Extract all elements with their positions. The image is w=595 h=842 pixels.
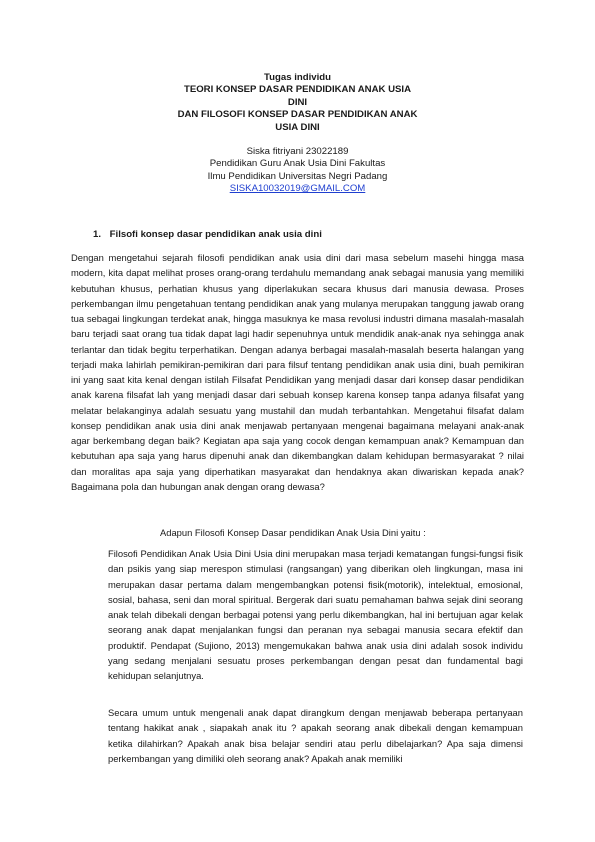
body-paragraph-3: Filosofi Pendidikan Anak Usia Dini Usia dini merupakan masa terjadi kematangan fungsi-fungsi fisik dan psikis yang siap merespon stimulasi (rangsangan) yang diberikan oleh lingkungan, masa ini merupakan dasar pertama dalam mengembangkan potensi fisik(motorik), intelektual, emosional, sosial, bahasa, seni dan moral spiritual. Bergerak dari suatu pemahaman bahwa sejak dini seorang anak telah dibekali dengan berbagai potensi yang perlu dikembangkan, hal ini bertujuan agar kelak seorang anak dapat menjalankan fungsi dan peranan nya sebagai manusia secara efektif dan produktif. Pendapat (Sujiono, 2013) mengemukakan bahwa anak usia dini adalah sosok individu yang sedang menjalani sesuatu proses perkembangan dengan pesat dan fundamental bagi kehidupan selanjutnya. [108, 548, 523, 681]
title-line-3: DAN FILOSOFI KONSEP DASAR PENDIDIKAN ANAK [177, 109, 418, 121]
body-paragraph-1: Dengan mengetahui sejarah filosofi pendidikan anak usia dini dari masa sebelum masehi hingga masa modern, kita dapat melihat proses orang-orang terdahulu memandang anak sebagai manusia yang memiliki kebutuhan khusus, perhatian khusus yang diperlakukan secara khusus dari manusia dewasa. Proses perkembangan ilmu pengetahuan tentang pendidikan anak yang mulanya merupakan tanggung jawab orang tua sebagai lingkungan terdekat anak, hingga masuknya ke masa revolusi industri dimana masalah-masalah baru terjadi saat orang tua tidak dapat lagi hadir sepenuhnya untuk mendidik anak-anak nya sehingga anak terlantar dan tidak begitu terperhatikan. Dengan adanya berbagai masalah-masalah beserta halangan yang terjadi maka lahirlah pemikiran-pemikiran dari para filsuf tentang pendidikan anak usia dini, buah pemikiran ini yang saat kita kenal dengan istilah Filsafat Pendidikan yang menjadi dasar dari konsep dasar pendidikan anak karena filsafat lah yang menjadi dasar dari sebuah konsep karena konsep tanpa adanya filsafat yang melatar belakanginya adalah sesuatu yang mustahil dan mudah terbantahkan. Mengetahui filsafat dalam konsep pendidikan anak usia dini anak menjawab pertanyaan mengenai bagaimana melayani anak-anak agar berkembang degan baik? Kegiatan apa saja yang cocok dengan kemampuan anak? Kemampuan dan kebutuhan apa saja yang harus dipenuhi anak dan dikembangkan dalam kehidupan bermasyarakat ? nilai dan moralitas apa saja yang diperhatikan masyarakat dan hendaknya akan diwariskan kepada anak? Bagaimana pola dan hubungan anak dengan orang dewasa? [71, 252, 524, 492]
section-heading [93, 229, 322, 240]
title-line-1: TEORI KONSEP DASAR PENDIDIKAN ANAK USIA [183, 84, 412, 96]
body-paragraph-2: Adapun Filosofi Konsep Dasar pendidikan Anak Usia Dini yaitu : [160, 527, 426, 538]
document-header [0, 72, 595, 196]
section-number: 1. [93, 229, 102, 240]
title-line-2: DINI [287, 96, 308, 108]
section-title: Filsofi konsep dasar pendidikan anak usia dini [109, 229, 322, 240]
department: Pendidikan Guru Anak Usia Dini Fakultas [209, 158, 386, 170]
title-line-4: USIA DINI [275, 121, 320, 133]
header-spacer [0, 134, 595, 146]
author-name: Siska fitriyani 23022189 [246, 146, 349, 158]
email-link[interactable]: SISKA10032019@GMAIL.COM [229, 183, 366, 195]
assignment-label: Tugas individu [264, 72, 331, 83]
body-paragraph-4: Secara umum untuk mengenali anak dapat dirangkum dengan menjawab beberapa pertanyaan tentang hakikat anak , siapakah anak itu ? apakah seorang anak dibekali dengan kemampuan ketika dilahirkan? Apakah anak bisa belajar sendiri atau perlu dibelajarkan? Apa saja dimensi perkembangan yang dimiliki oleh seorang anak? Apakah anak memiliki [108, 707, 523, 764]
faculty: Ilmu Pendidikan Universitas Negri Padang [207, 170, 388, 182]
